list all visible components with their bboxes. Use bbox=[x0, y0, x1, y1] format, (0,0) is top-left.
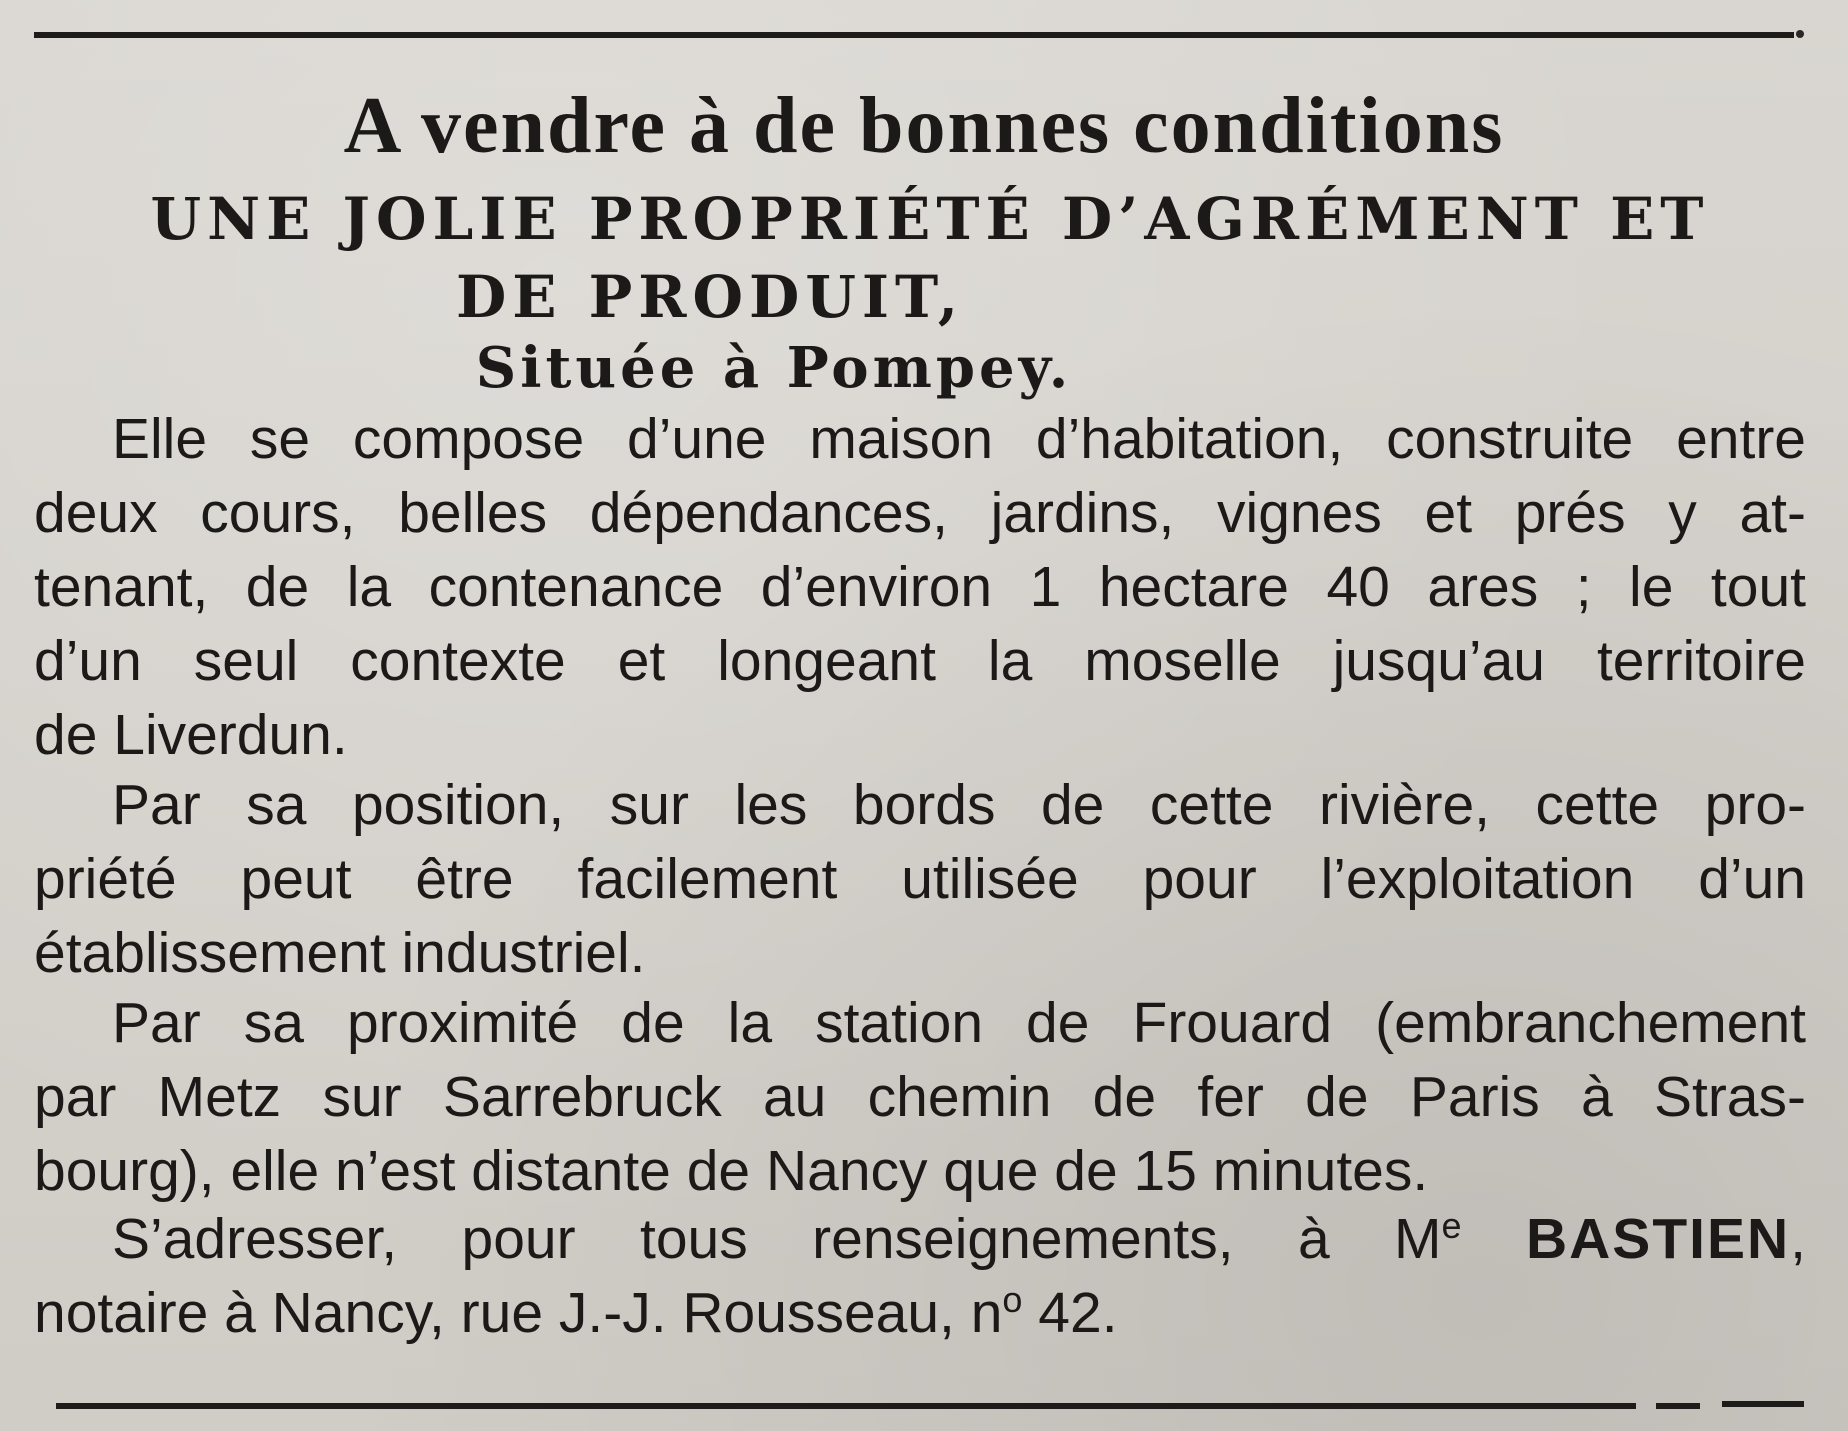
contact-text: , bbox=[1790, 1207, 1806, 1271]
location-line: Située à Pompey. bbox=[475, 335, 1073, 401]
bottom-rule-dash bbox=[1722, 1401, 1804, 1407]
notary-name: BASTIEN bbox=[1525, 1207, 1791, 1271]
contact-line-2 bbox=[34, 1276, 1806, 1350]
superscript: o bbox=[1002, 1279, 1023, 1320]
paragraph-description bbox=[34, 402, 1806, 772]
paragraph-position bbox=[34, 768, 1806, 990]
address-text: notaire à Nancy, rue J.-J. Rousseau, n bbox=[34, 1281, 1003, 1345]
paragraph-line: tenant, de la contenance d’environ 1 hectare 40 ares ; le tout bbox=[34, 555, 1806, 619]
superscript: e bbox=[1441, 1205, 1462, 1246]
paragraph-line: Par sa proximité de la station de Frouard (embranchement bbox=[112, 991, 1806, 1055]
paragraph-line: priété peut être facilement utilisée pour l’exploitation d’un bbox=[34, 847, 1806, 911]
paragraph-contact bbox=[34, 1202, 1806, 1350]
paragraph-line: d’un seul contexte et longeant la moselle jusqu’au territoire bbox=[34, 629, 1806, 693]
paragraph-line: Elle se compose d’une maison d’habitation, construite entre bbox=[112, 407, 1806, 471]
subhead-line-1: UNE JOLIE PROPRIÉTÉ D’AGRÉMENT ET bbox=[150, 185, 1710, 253]
bottom-rule-dash bbox=[1656, 1403, 1700, 1409]
address-number: 42. bbox=[1022, 1281, 1118, 1345]
paragraph-line: deux cours, belles dépendances, jardins, vignes et prés y at- bbox=[34, 481, 1806, 545]
paragraph-line: de Liverdun. bbox=[34, 703, 348, 767]
bottom-rule bbox=[56, 1403, 1636, 1409]
paragraph-line: par Metz sur Sarrebruck au chemin de fer de Paris à Stras- bbox=[34, 1065, 1806, 1129]
subhead-line-2: DE PRODUIT, bbox=[455, 263, 965, 331]
paragraph-line: bourg), elle n’est distante de Nancy que de 15 minutes. bbox=[34, 1139, 1429, 1203]
contact-line-1 bbox=[34, 1202, 1806, 1276]
paragraph-line: établissement industriel. bbox=[34, 921, 646, 985]
contact-text: S’adresser, pour tous renseignements, à M bbox=[112, 1207, 1442, 1271]
headline: A vendre à de bonnes conditions bbox=[343, 82, 1505, 170]
paragraph-line: Par sa position, sur les bords de cette rivière, cette pro- bbox=[112, 773, 1806, 837]
top-rule bbox=[34, 32, 1794, 38]
paragraph-proximity bbox=[34, 986, 1806, 1208]
